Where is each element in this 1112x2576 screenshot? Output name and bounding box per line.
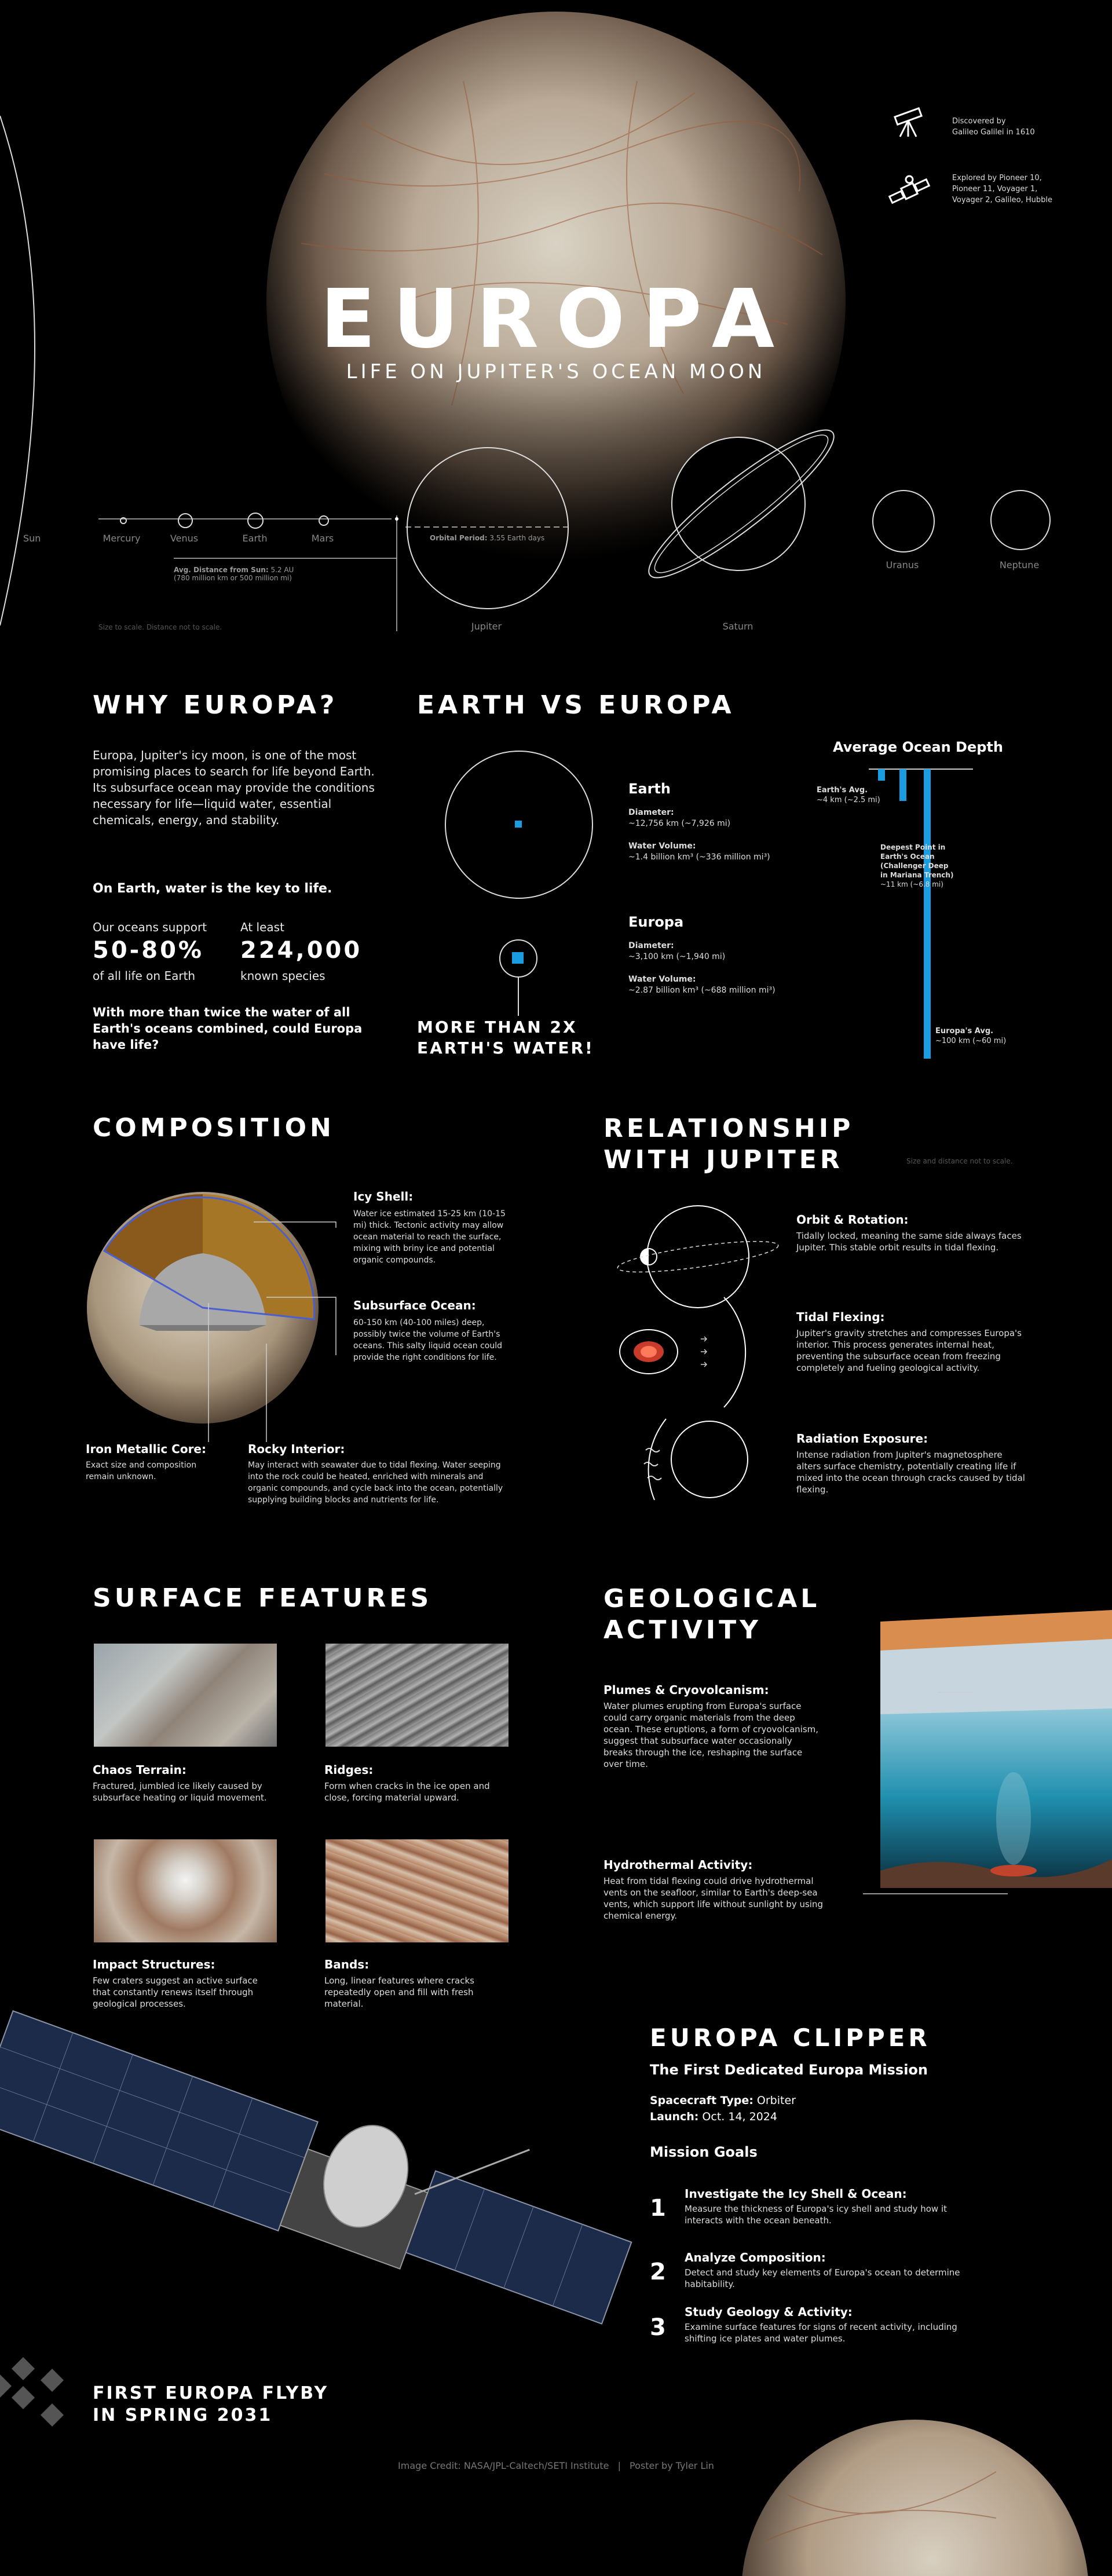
bands-title: Bands: <box>324 1957 370 1971</box>
rocky-title: Rocky Interior: <box>248 1442 345 1456</box>
europa-footer-image <box>695 2425 996 2576</box>
goal-2-text: Detect and study key elements of Europa's ocean to determine habitability. <box>685 2267 960 2289</box>
europa-diameter: Diameter: ~3,100 km (~1,940 mi) <box>628 941 726 961</box>
europa-name: Europa <box>628 914 684 930</box>
snowflake-logo-icon <box>0 2351 70 2432</box>
compare-title: EARTH VS EUROPA <box>417 690 735 720</box>
label-saturn: Saturn <box>722 621 753 632</box>
europa-clipper-spacecraft-image <box>0 2015 579 2386</box>
plumes-title: Plumes & Cryovolcanism: <box>603 1683 769 1697</box>
subsurface-ocean-title: Subsurface Ocean: <box>353 1298 476 1312</box>
why-question: With more than twice the water of all Earth's oceans combined, could Europa have life? <box>93 1005 363 1052</box>
orbit-diagram <box>602 1193 776 1297</box>
surface-title: SURFACE FEATURES <box>93 1583 433 1613</box>
bands-image <box>325 1839 509 1942</box>
europa-water-square <box>512 952 524 964</box>
label-jupiter: Jupiter <box>471 621 502 632</box>
earth-diameter: Diameter: ~12,756 km (~7,926 mi) <box>628 808 731 828</box>
ridges-title: Ridges: <box>324 1763 374 1777</box>
tidal-text: Jupiter's gravity stretches and compresses Europa's interior. This process generates internal heat, preventing the subsurface ocean from freezing completely and fueling geological activity. <box>796 1328 1022 1373</box>
depth-bar-2 <box>899 769 906 801</box>
planet-venus <box>178 513 193 528</box>
spacecraft-type: Spacecraft Type: Orbiter <box>650 2094 796 2107</box>
why-key: On Earth, water is the key to life. <box>93 881 332 896</box>
chaos-terrain-image <box>94 1644 277 1747</box>
orbit-text: Tidally locked, meaning the same side always faces Jupiter. This stable orbit results in tidal flexing. <box>796 1231 1022 1253</box>
hydro-text: Heat from tidal flexing could drive hydrothermal vents on the seafloor, similar to Earth's deep-sea vents, which support life without sunlight by using chemical energy. <box>603 1876 823 1921</box>
earth-depth-label: Earth's Avg. ~4 km (~2.5 mi) <box>817 786 880 804</box>
stat1-post: of all life on Earth <box>93 969 196 983</box>
plumes-text: Water plumes erupting from Europa's surface could carry organic materials from the deep ocean. These eruptions, a form of cryovolcanism, suggest that subsurface water occasionally breaks through the ice, reshaping the surface over time. <box>603 1701 819 1769</box>
planet-saturn <box>626 411 857 597</box>
chaos-title: Chaos Terrain: <box>93 1763 186 1777</box>
goal-2-title: Analyze Composition: <box>685 2251 826 2264</box>
depth-bar-3 <box>924 769 931 1059</box>
core-title: Iron Metallic Core: <box>86 1442 206 1456</box>
europa-depth-label: Europa's Avg. ~100 km (~60 mi) <box>935 1027 1007 1045</box>
depth-bar-1 <box>878 769 885 781</box>
label-mars: Mars <box>311 533 334 544</box>
goal-3-text: Examine surface features for signs of recent activity, including shifting ice plates and water plumes. <box>685 2322 957 2344</box>
goal-1-title: Investigate the Icy Shell & Ocean: <box>685 2187 907 2201</box>
scale-note: Size to scale. Distance not to scale. <box>98 623 222 631</box>
earth-name: Earth <box>628 781 671 797</box>
stat1-value: 50-80% <box>93 937 204 964</box>
relationship-title: RELATIONSHIP WITH JUPITER <box>603 1114 854 1174</box>
label-mercury: Mercury <box>103 533 141 544</box>
goal-2-number: 2 <box>650 2259 666 2285</box>
stat2-pre: At least <box>240 920 284 934</box>
compare-callout: MORE THAN 2X EARTH'S WATER! <box>417 1018 594 1058</box>
impact-title: Impact Structures: <box>93 1957 215 1971</box>
rocky-text: May interact with seawater due to tidal flexing. Water seeping into the rock could be heated, enriched with minerals and organic compounds, and cycle back into the ocean, potentially supplying building blocks and nutrients for life. <box>248 1461 503 1505</box>
satellite-icon <box>889 174 930 208</box>
footer-credits: Image Credit: NASA/JPL-Caltech/SETI Institute | Poster by Tyler Lin <box>398 2460 714 2471</box>
geology-title: GEOLOGICAL ACTIVITY <box>603 1584 821 1645</box>
europa-volume: Water Volume: ~2.87 billion km³ (~688 million mi³) <box>628 975 776 995</box>
earth-water-square <box>515 821 522 828</box>
tidal-flexing-diagram <box>602 1297 776 1413</box>
impact-text: Few craters suggest an active surface that constantly renews itself through geological processes. <box>93 1975 258 2009</box>
planet-jupiter <box>407 447 569 609</box>
hero-subtitle: LIFE ON JUPITER'S OCEAN MOON <box>346 360 766 383</box>
stat2-post: known species <box>240 969 325 983</box>
bands-text: Long, linear features where cracks repeatedly open and fill with fresh material. <box>324 1975 474 2009</box>
core-text: Exact size and composition remain unknown. <box>86 1461 197 1481</box>
composition-title: COMPOSITION <box>93 1113 335 1143</box>
label-uranus: Uranus <box>886 559 919 570</box>
telescope-icon <box>892 104 927 139</box>
planet-earth <box>247 513 264 529</box>
radiation-text: Intense radiation from Jupiter's magnetosphere alters surface chemistry, potentially creating life if mixed into the ocean through cracks caused by tidal flexing. <box>796 1450 1025 1495</box>
goal-3-title: Study Geology & Activity: <box>685 2305 853 2319</box>
orbital-period: Orbital Period: 3.55 Earth days <box>430 534 545 542</box>
label-neptune: Neptune <box>999 559 1040 570</box>
hydro-title: Hydrothermal Activity: <box>603 1858 753 1872</box>
goal-1-text: Measure the thickness of Europa's icy shell and study how it interacts with the ocean beneath. <box>685 2204 948 2226</box>
chaos-text: Fractured, jumbled ice likely caused by subsurface heating or liquid movement. <box>93 1781 267 1803</box>
label-venus: Venus <box>170 533 199 544</box>
radiation-diagram <box>602 1419 776 1535</box>
goal-3-number: 3 <box>650 2314 666 2341</box>
clipper-subtitle: The First Dedicated Europa Mission <box>650 2062 928 2078</box>
icy-shell-text: Water ice estimated 15-25 km (10-15 mi) thick. Tectonic activity may allow ocean material to reach the surface, mixing with briny ice and potential organic compounds. <box>353 1209 506 1265</box>
relationship-note: Size and distance not to scale. <box>906 1157 1013 1165</box>
tidal-title: Tidal Flexing: <box>796 1310 885 1324</box>
stat2-value: 224,000 <box>240 937 363 964</box>
goal-1-number: 1 <box>650 2195 666 2222</box>
planet-mercury <box>120 517 127 524</box>
planet-mars <box>319 515 329 526</box>
impact-structures-image <box>94 1839 277 1942</box>
launch-date: Launch: Oct. 14, 2024 <box>650 2110 777 2123</box>
composition-leader-lines <box>93 1187 382 1477</box>
depth-title: Average Ocean Depth <box>833 739 1003 755</box>
planet-uranus <box>872 490 935 552</box>
discovered-text: Discovered by Galileo Galilei in 1610 <box>952 117 1035 137</box>
why-intro: Europa, Jupiter's icy moon, is one of the most promising places to search for life beyond Earth. Its subsurface ocean may provide the conditions necessary for life—liquid water, essential chemicals, energy, and stability. <box>93 748 375 827</box>
orbit-title: Orbit & Rotation: <box>796 1213 909 1227</box>
flyby-text: FIRST EUROPA FLYBY IN SPRING 2031 <box>93 2383 329 2425</box>
explored-text: Explored by Pioneer 10, Pioneer 11, Voyager 1, Voyager 2, Galileo, Hubble <box>952 174 1052 204</box>
callout-line <box>518 978 519 1016</box>
goals-title: Mission Goals <box>650 2144 758 2160</box>
earth-volume: Water Volume: ~1.4 billion km³ (~336 million mi³) <box>628 841 770 862</box>
sun-label: Sun <box>23 533 41 544</box>
ridges-text: Form when cracks in the ice open and close, forcing material upward. <box>324 1781 490 1803</box>
label-earth: Earth <box>242 533 268 544</box>
planet-neptune <box>990 490 1051 550</box>
deep-point-label: Deepest Point in Earth's Ocean (Challenger Deep in Mariana Trench) ~11 km (~6.8 mi) <box>880 843 954 888</box>
distance-note: Avg. Distance from Sun: 5.2 AU (780 million km or 500 million mi) <box>174 566 294 582</box>
subsurface-ocean-text: 60-150 km (40-100 miles) deep, possibly twice the volume of Earth's oceans. This salty liquid ocean could provide the right conditions for life. <box>353 1318 503 1362</box>
clipper-title: EUROPA CLIPPER <box>650 2024 931 2052</box>
why-title: WHY EUROPA? <box>93 690 338 720</box>
hero-title: EUROPA <box>320 272 792 367</box>
stat1-pre: Our oceans support <box>93 920 207 934</box>
radiation-title: Radiation Exposure: <box>796 1432 928 1446</box>
icy-shell-title: Icy Shell: <box>353 1190 414 1203</box>
ridges-image <box>325 1644 509 1747</box>
